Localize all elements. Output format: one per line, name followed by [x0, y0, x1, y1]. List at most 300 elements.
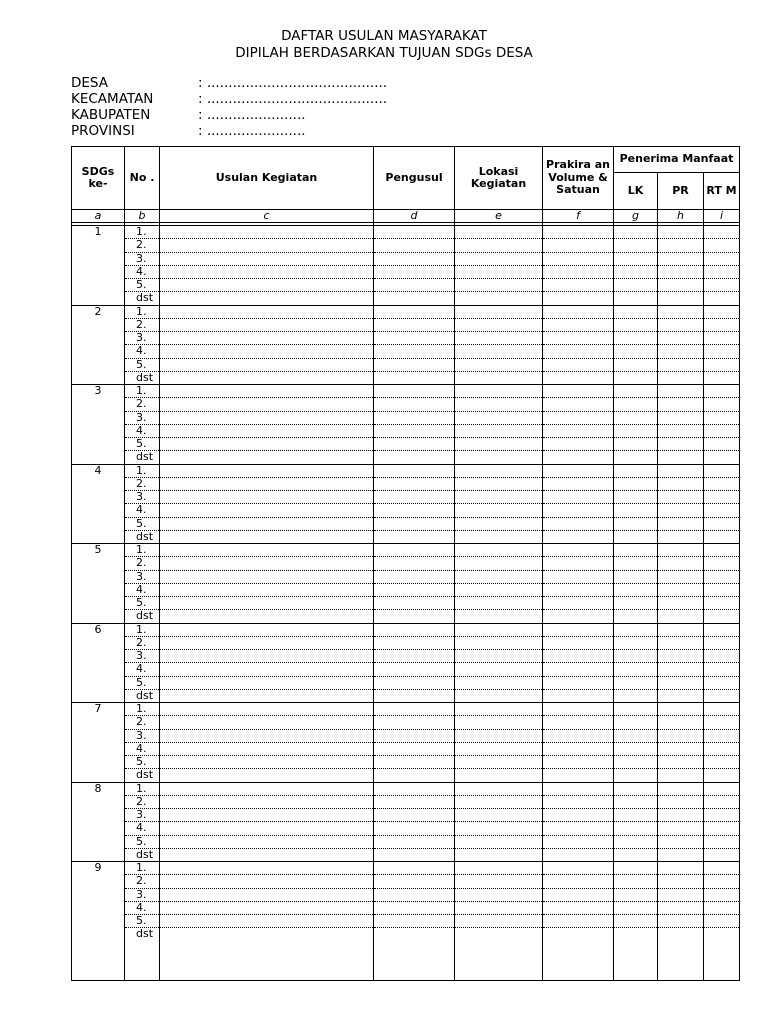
- cell-volume-satuan[interactable]: [543, 583, 614, 596]
- cell-volume-satuan[interactable]: [543, 504, 614, 517]
- cell-pr[interactable]: [658, 703, 704, 716]
- cell-volume-satuan[interactable]: [543, 252, 614, 265]
- cell-pr[interactable]: [658, 544, 704, 557]
- cell-volume-satuan[interactable]: [543, 332, 614, 345]
- cell-usulan-kegiatan[interactable]: [160, 570, 374, 583]
- cell-usulan-kegiatan[interactable]: [160, 491, 374, 504]
- cell-usulan-kegiatan[interactable]: [160, 795, 374, 808]
- cell-volume-satuan[interactable]: [543, 451, 614, 464]
- cell-lokasi-kegiatan[interactable]: [455, 782, 543, 795]
- cell-volume-satuan[interactable]: [543, 477, 614, 490]
- cell-pr[interactable]: [658, 716, 704, 729]
- cell-volume-satuan[interactable]: [543, 782, 614, 795]
- cell-pengusul[interactable]: [374, 583, 455, 596]
- cell-lk[interactable]: [614, 729, 658, 742]
- cell-rtm[interactable]: [704, 862, 740, 875]
- cell-pr[interactable]: [658, 663, 704, 676]
- cell-volume-satuan[interactable]: [543, 901, 614, 914]
- cell-lk[interactable]: [614, 318, 658, 331]
- cell-volume-satuan[interactable]: [543, 650, 614, 663]
- cell-volume-satuan[interactable]: [543, 570, 614, 583]
- cell-usulan-kegiatan[interactable]: [160, 332, 374, 345]
- cell-lk[interactable]: [614, 411, 658, 424]
- cell-rtm[interactable]: [704, 901, 740, 914]
- cell-volume-satuan[interactable]: [543, 597, 614, 610]
- cell-pengusul[interactable]: [374, 438, 455, 451]
- cell-lk[interactable]: [614, 345, 658, 358]
- cell-usulan-kegiatan[interactable]: [160, 928, 374, 981]
- cell-pr[interactable]: [658, 742, 704, 755]
- cell-pengusul[interactable]: [374, 769, 455, 782]
- cell-pengusul[interactable]: [374, 464, 455, 477]
- cell-usulan-kegiatan[interactable]: [160, 345, 374, 358]
- cell-rtm[interactable]: [704, 557, 740, 570]
- cell-lokasi-kegiatan[interactable]: [455, 663, 543, 676]
- cell-lokasi-kegiatan[interactable]: [455, 597, 543, 610]
- cell-usulan-kegiatan[interactable]: [160, 371, 374, 384]
- cell-pengusul[interactable]: [374, 915, 455, 928]
- cell-pengusul[interactable]: [374, 928, 455, 981]
- cell-pengusul[interactable]: [374, 623, 455, 636]
- cell-lk[interactable]: [614, 504, 658, 517]
- cell-volume-satuan[interactable]: [543, 318, 614, 331]
- cell-volume-satuan[interactable]: [543, 385, 614, 398]
- cell-volume-satuan[interactable]: [543, 809, 614, 822]
- cell-usulan-kegiatan[interactable]: [160, 901, 374, 914]
- cell-usulan-kegiatan[interactable]: [160, 636, 374, 649]
- cell-volume-satuan[interactable]: [543, 239, 614, 252]
- cell-lk[interactable]: [614, 915, 658, 928]
- cell-lokasi-kegiatan[interactable]: [455, 875, 543, 888]
- cell-lk[interactable]: [614, 438, 658, 451]
- cell-lokasi-kegiatan[interactable]: [455, 756, 543, 769]
- cell-usulan-kegiatan[interactable]: [160, 557, 374, 570]
- cell-pengusul[interactable]: [374, 226, 455, 239]
- cell-volume-satuan[interactable]: [543, 411, 614, 424]
- cell-pr[interactable]: [658, 239, 704, 252]
- cell-rtm[interactable]: [704, 411, 740, 424]
- cell-rtm[interactable]: [704, 663, 740, 676]
- cell-rtm[interactable]: [704, 318, 740, 331]
- cell-pengusul[interactable]: [374, 371, 455, 384]
- cell-rtm[interactable]: [704, 345, 740, 358]
- cell-lokasi-kegiatan[interactable]: [455, 265, 543, 278]
- cell-lk[interactable]: [614, 848, 658, 861]
- cell-lokasi-kegiatan[interactable]: [455, 901, 543, 914]
- cell-volume-satuan[interactable]: [543, 769, 614, 782]
- cell-lokasi-kegiatan[interactable]: [455, 451, 543, 464]
- cell-lokasi-kegiatan[interactable]: [455, 795, 543, 808]
- cell-lk[interactable]: [614, 477, 658, 490]
- cell-rtm[interactable]: [704, 650, 740, 663]
- cell-lokasi-kegiatan[interactable]: [455, 504, 543, 517]
- cell-volume-satuan[interactable]: [543, 424, 614, 437]
- cell-lk[interactable]: [614, 464, 658, 477]
- cell-lokasi-kegiatan[interactable]: [455, 636, 543, 649]
- cell-usulan-kegiatan[interactable]: [160, 265, 374, 278]
- cell-rtm[interactable]: [704, 279, 740, 292]
- cell-pr[interactable]: [658, 862, 704, 875]
- cell-usulan-kegiatan[interactable]: [160, 822, 374, 835]
- cell-pengusul[interactable]: [374, 398, 455, 411]
- cell-pengusul[interactable]: [374, 279, 455, 292]
- cell-pengusul[interactable]: [374, 610, 455, 623]
- cell-lk[interactable]: [614, 252, 658, 265]
- cell-usulan-kegiatan[interactable]: [160, 782, 374, 795]
- cell-usulan-kegiatan[interactable]: [160, 835, 374, 848]
- cell-rtm[interactable]: [704, 875, 740, 888]
- info-field-desa[interactable]: : ..........................................: [198, 75, 388, 91]
- cell-lokasi-kegiatan[interactable]: [455, 848, 543, 861]
- cell-lk[interactable]: [614, 888, 658, 901]
- cell-lk[interactable]: [614, 451, 658, 464]
- cell-pengusul[interactable]: [374, 491, 455, 504]
- cell-pr[interactable]: [658, 729, 704, 742]
- cell-usulan-kegiatan[interactable]: [160, 252, 374, 265]
- cell-pr[interactable]: [658, 875, 704, 888]
- cell-rtm[interactable]: [704, 888, 740, 901]
- cell-rtm[interactable]: [704, 756, 740, 769]
- cell-lokasi-kegiatan[interactable]: [455, 239, 543, 252]
- cell-pengusul[interactable]: [374, 716, 455, 729]
- cell-usulan-kegiatan[interactable]: [160, 875, 374, 888]
- cell-pr[interactable]: [658, 795, 704, 808]
- cell-rtm[interactable]: [704, 636, 740, 649]
- cell-rtm[interactable]: [704, 332, 740, 345]
- cell-rtm[interactable]: [704, 848, 740, 861]
- cell-pengusul[interactable]: [374, 265, 455, 278]
- cell-usulan-kegiatan[interactable]: [160, 650, 374, 663]
- cell-lk[interactable]: [614, 265, 658, 278]
- cell-lk[interactable]: [614, 716, 658, 729]
- cell-rtm[interactable]: [704, 597, 740, 610]
- cell-rtm[interactable]: [704, 689, 740, 702]
- cell-lokasi-kegiatan[interactable]: [455, 835, 543, 848]
- cell-pengusul[interactable]: [374, 729, 455, 742]
- cell-usulan-kegiatan[interactable]: [160, 398, 374, 411]
- cell-volume-satuan[interactable]: [543, 517, 614, 530]
- cell-pengusul[interactable]: [374, 345, 455, 358]
- cell-pengusul[interactable]: [374, 689, 455, 702]
- cell-volume-satuan[interactable]: [543, 822, 614, 835]
- cell-lokasi-kegiatan[interactable]: [455, 544, 543, 557]
- cell-pr[interactable]: [658, 636, 704, 649]
- cell-rtm[interactable]: [704, 491, 740, 504]
- cell-lk[interactable]: [614, 901, 658, 914]
- cell-lk[interactable]: [614, 756, 658, 769]
- cell-rtm[interactable]: [704, 358, 740, 371]
- cell-pr[interactable]: [658, 835, 704, 848]
- cell-volume-satuan[interactable]: [543, 491, 614, 504]
- cell-volume-satuan[interactable]: [543, 398, 614, 411]
- cell-lokasi-kegiatan[interactable]: [455, 888, 543, 901]
- cell-volume-satuan[interactable]: [543, 358, 614, 371]
- cell-volume-satuan[interactable]: [543, 557, 614, 570]
- cell-rtm[interactable]: [704, 517, 740, 530]
- cell-pr[interactable]: [658, 557, 704, 570]
- cell-pr[interactable]: [658, 782, 704, 795]
- cell-rtm[interactable]: [704, 239, 740, 252]
- cell-volume-satuan[interactable]: [543, 265, 614, 278]
- cell-pr[interactable]: [658, 597, 704, 610]
- cell-volume-satuan[interactable]: [543, 623, 614, 636]
- cell-rtm[interactable]: [704, 504, 740, 517]
- cell-pr[interactable]: [658, 888, 704, 901]
- cell-usulan-kegiatan[interactable]: [160, 318, 374, 331]
- cell-pr[interactable]: [658, 318, 704, 331]
- cell-pengusul[interactable]: [374, 663, 455, 676]
- cell-usulan-kegiatan[interactable]: [160, 915, 374, 928]
- cell-usulan-kegiatan[interactable]: [160, 517, 374, 530]
- cell-lk[interactable]: [614, 491, 658, 504]
- cell-volume-satuan[interactable]: [543, 928, 614, 981]
- cell-lokasi-kegiatan[interactable]: [455, 358, 543, 371]
- cell-lokasi-kegiatan[interactable]: [455, 345, 543, 358]
- cell-lokasi-kegiatan[interactable]: [455, 862, 543, 875]
- cell-rtm[interactable]: [704, 398, 740, 411]
- cell-volume-satuan[interactable]: [543, 716, 614, 729]
- cell-pr[interactable]: [658, 332, 704, 345]
- cell-usulan-kegiatan[interactable]: [160, 504, 374, 517]
- cell-rtm[interactable]: [704, 226, 740, 239]
- cell-lokasi-kegiatan[interactable]: [455, 928, 543, 981]
- cell-lokasi-kegiatan[interactable]: [455, 570, 543, 583]
- cell-lokasi-kegiatan[interactable]: [455, 703, 543, 716]
- cell-lk[interactable]: [614, 782, 658, 795]
- cell-usulan-kegiatan[interactable]: [160, 848, 374, 861]
- cell-lk[interactable]: [614, 703, 658, 716]
- cell-pr[interactable]: [658, 809, 704, 822]
- cell-pengusul[interactable]: [374, 888, 455, 901]
- cell-pr[interactable]: [658, 265, 704, 278]
- cell-rtm[interactable]: [704, 809, 740, 822]
- cell-lk[interactable]: [614, 371, 658, 384]
- cell-lk[interactable]: [614, 809, 658, 822]
- cell-pengusul[interactable]: [374, 385, 455, 398]
- cell-pr[interactable]: [658, 252, 704, 265]
- cell-lokasi-kegiatan[interactable]: [455, 530, 543, 543]
- cell-pengusul[interactable]: [374, 305, 455, 318]
- cell-lokasi-kegiatan[interactable]: [455, 583, 543, 596]
- cell-pr[interactable]: [658, 371, 704, 384]
- cell-pengusul[interactable]: [374, 901, 455, 914]
- cell-pr[interactable]: [658, 650, 704, 663]
- cell-usulan-kegiatan[interactable]: [160, 663, 374, 676]
- info-field-kabupaten[interactable]: : .......................: [198, 107, 306, 123]
- cell-lokasi-kegiatan[interactable]: [455, 491, 543, 504]
- cell-lokasi-kegiatan[interactable]: [455, 676, 543, 689]
- cell-usulan-kegiatan[interactable]: [160, 530, 374, 543]
- cell-usulan-kegiatan[interactable]: [160, 729, 374, 742]
- info-field-provinsi[interactable]: : .......................: [198, 123, 306, 139]
- cell-rtm[interactable]: [704, 795, 740, 808]
- cell-lokasi-kegiatan[interactable]: [455, 650, 543, 663]
- cell-pengusul[interactable]: [374, 451, 455, 464]
- cell-volume-satuan[interactable]: [543, 835, 614, 848]
- cell-pr[interactable]: [658, 756, 704, 769]
- cell-rtm[interactable]: [704, 623, 740, 636]
- cell-pengusul[interactable]: [374, 358, 455, 371]
- cell-lk[interactable]: [614, 835, 658, 848]
- cell-pr[interactable]: [658, 848, 704, 861]
- cell-pengusul[interactable]: [374, 570, 455, 583]
- cell-lk[interactable]: [614, 636, 658, 649]
- cell-rtm[interactable]: [704, 464, 740, 477]
- cell-pengusul[interactable]: [374, 597, 455, 610]
- cell-lk[interactable]: [614, 742, 658, 755]
- cell-usulan-kegiatan[interactable]: [160, 756, 374, 769]
- cell-pr[interactable]: [658, 769, 704, 782]
- cell-volume-satuan[interactable]: [543, 292, 614, 305]
- cell-volume-satuan[interactable]: [543, 464, 614, 477]
- cell-lk[interactable]: [614, 689, 658, 702]
- cell-pengusul[interactable]: [374, 742, 455, 755]
- cell-lokasi-kegiatan[interactable]: [455, 689, 543, 702]
- cell-lk[interactable]: [614, 517, 658, 530]
- cell-pr[interactable]: [658, 398, 704, 411]
- cell-usulan-kegiatan[interactable]: [160, 424, 374, 437]
- cell-lk[interactable]: [614, 663, 658, 676]
- cell-lokasi-kegiatan[interactable]: [455, 398, 543, 411]
- cell-lk[interactable]: [614, 610, 658, 623]
- cell-lokasi-kegiatan[interactable]: [455, 623, 543, 636]
- cell-lokasi-kegiatan[interactable]: [455, 477, 543, 490]
- cell-pr[interactable]: [658, 676, 704, 689]
- cell-lokasi-kegiatan[interactable]: [455, 716, 543, 729]
- info-field-kecamatan[interactable]: : ..........................................: [198, 91, 388, 107]
- cell-lk[interactable]: [614, 544, 658, 557]
- cell-lokasi-kegiatan[interactable]: [455, 769, 543, 782]
- cell-pr[interactable]: [658, 530, 704, 543]
- cell-rtm[interactable]: [704, 676, 740, 689]
- cell-volume-satuan[interactable]: [543, 226, 614, 239]
- cell-pr[interactable]: [658, 915, 704, 928]
- cell-pr[interactable]: [658, 623, 704, 636]
- cell-lokasi-kegiatan[interactable]: [455, 822, 543, 835]
- cell-lokasi-kegiatan[interactable]: [455, 371, 543, 384]
- cell-rtm[interactable]: [704, 742, 740, 755]
- cell-usulan-kegiatan[interactable]: [160, 676, 374, 689]
- cell-rtm[interactable]: [704, 729, 740, 742]
- cell-rtm[interactable]: [704, 305, 740, 318]
- cell-pr[interactable]: [658, 610, 704, 623]
- cell-volume-satuan[interactable]: [543, 915, 614, 928]
- cell-volume-satuan[interactable]: [543, 279, 614, 292]
- cell-pr[interactable]: [658, 358, 704, 371]
- cell-pengusul[interactable]: [374, 822, 455, 835]
- cell-pr[interactable]: [658, 438, 704, 451]
- cell-pengusul[interactable]: [374, 504, 455, 517]
- cell-pr[interactable]: [658, 491, 704, 504]
- cell-pengusul[interactable]: [374, 252, 455, 265]
- cell-pr[interactable]: [658, 305, 704, 318]
- cell-lk[interactable]: [614, 650, 658, 663]
- cell-pr[interactable]: [658, 385, 704, 398]
- cell-pengusul[interactable]: [374, 332, 455, 345]
- cell-usulan-kegiatan[interactable]: [160, 305, 374, 318]
- cell-usulan-kegiatan[interactable]: [160, 583, 374, 596]
- cell-pengusul[interactable]: [374, 676, 455, 689]
- cell-usulan-kegiatan[interactable]: [160, 716, 374, 729]
- cell-lokasi-kegiatan[interactable]: [455, 292, 543, 305]
- cell-usulan-kegiatan[interactable]: [160, 623, 374, 636]
- cell-rtm[interactable]: [704, 915, 740, 928]
- cell-pengusul[interactable]: [374, 318, 455, 331]
- cell-usulan-kegiatan[interactable]: [160, 226, 374, 239]
- cell-usulan-kegiatan[interactable]: [160, 544, 374, 557]
- cell-usulan-kegiatan[interactable]: [160, 438, 374, 451]
- cell-rtm[interactable]: [704, 583, 740, 596]
- cell-rtm[interactable]: [704, 769, 740, 782]
- cell-pengusul[interactable]: [374, 530, 455, 543]
- cell-pengusul[interactable]: [374, 650, 455, 663]
- cell-pr[interactable]: [658, 226, 704, 239]
- cell-lokasi-kegiatan[interactable]: [455, 464, 543, 477]
- cell-rtm[interactable]: [704, 928, 740, 981]
- cell-volume-satuan[interactable]: [543, 689, 614, 702]
- cell-pengusul[interactable]: [374, 782, 455, 795]
- cell-rtm[interactable]: [704, 292, 740, 305]
- cell-usulan-kegiatan[interactable]: [160, 279, 374, 292]
- cell-pr[interactable]: [658, 464, 704, 477]
- cell-pengusul[interactable]: [374, 636, 455, 649]
- cell-rtm[interactable]: [704, 782, 740, 795]
- cell-usulan-kegiatan[interactable]: [160, 597, 374, 610]
- cell-pr[interactable]: [658, 517, 704, 530]
- cell-pr[interactable]: [658, 822, 704, 835]
- cell-lokasi-kegiatan[interactable]: [455, 742, 543, 755]
- cell-lokasi-kegiatan[interactable]: [455, 226, 543, 239]
- cell-pr[interactable]: [658, 477, 704, 490]
- cell-rtm[interactable]: [704, 570, 740, 583]
- cell-pengusul[interactable]: [374, 292, 455, 305]
- cell-usulan-kegiatan[interactable]: [160, 742, 374, 755]
- cell-lokasi-kegiatan[interactable]: [455, 252, 543, 265]
- cell-lokasi-kegiatan[interactable]: [455, 332, 543, 345]
- cell-volume-satuan[interactable]: [543, 345, 614, 358]
- cell-volume-satuan[interactable]: [543, 888, 614, 901]
- cell-pr[interactable]: [658, 424, 704, 437]
- cell-pengusul[interactable]: [374, 875, 455, 888]
- cell-usulan-kegiatan[interactable]: [160, 862, 374, 875]
- cell-pr[interactable]: [658, 411, 704, 424]
- cell-pr[interactable]: [658, 901, 704, 914]
- cell-volume-satuan[interactable]: [543, 636, 614, 649]
- cell-volume-satuan[interactable]: [543, 610, 614, 623]
- cell-pengusul[interactable]: [374, 703, 455, 716]
- cell-rtm[interactable]: [704, 438, 740, 451]
- cell-rtm[interactable]: [704, 544, 740, 557]
- cell-pr[interactable]: [658, 451, 704, 464]
- cell-volume-satuan[interactable]: [543, 438, 614, 451]
- cell-volume-satuan[interactable]: [543, 530, 614, 543]
- cell-lk[interactable]: [614, 398, 658, 411]
- cell-lk[interactable]: [614, 358, 658, 371]
- cell-lokasi-kegiatan[interactable]: [455, 915, 543, 928]
- cell-rtm[interactable]: [704, 703, 740, 716]
- cell-usulan-kegiatan[interactable]: [160, 610, 374, 623]
- cell-usulan-kegiatan[interactable]: [160, 411, 374, 424]
- cell-lokasi-kegiatan[interactable]: [455, 385, 543, 398]
- cell-pengusul[interactable]: [374, 517, 455, 530]
- cell-pr[interactable]: [658, 583, 704, 596]
- cell-volume-satuan[interactable]: [543, 848, 614, 861]
- cell-pr[interactable]: [658, 570, 704, 583]
- cell-volume-satuan[interactable]: [543, 544, 614, 557]
- cell-lokasi-kegiatan[interactable]: [455, 809, 543, 822]
- cell-lokasi-kegiatan[interactable]: [455, 557, 543, 570]
- cell-lk[interactable]: [614, 583, 658, 596]
